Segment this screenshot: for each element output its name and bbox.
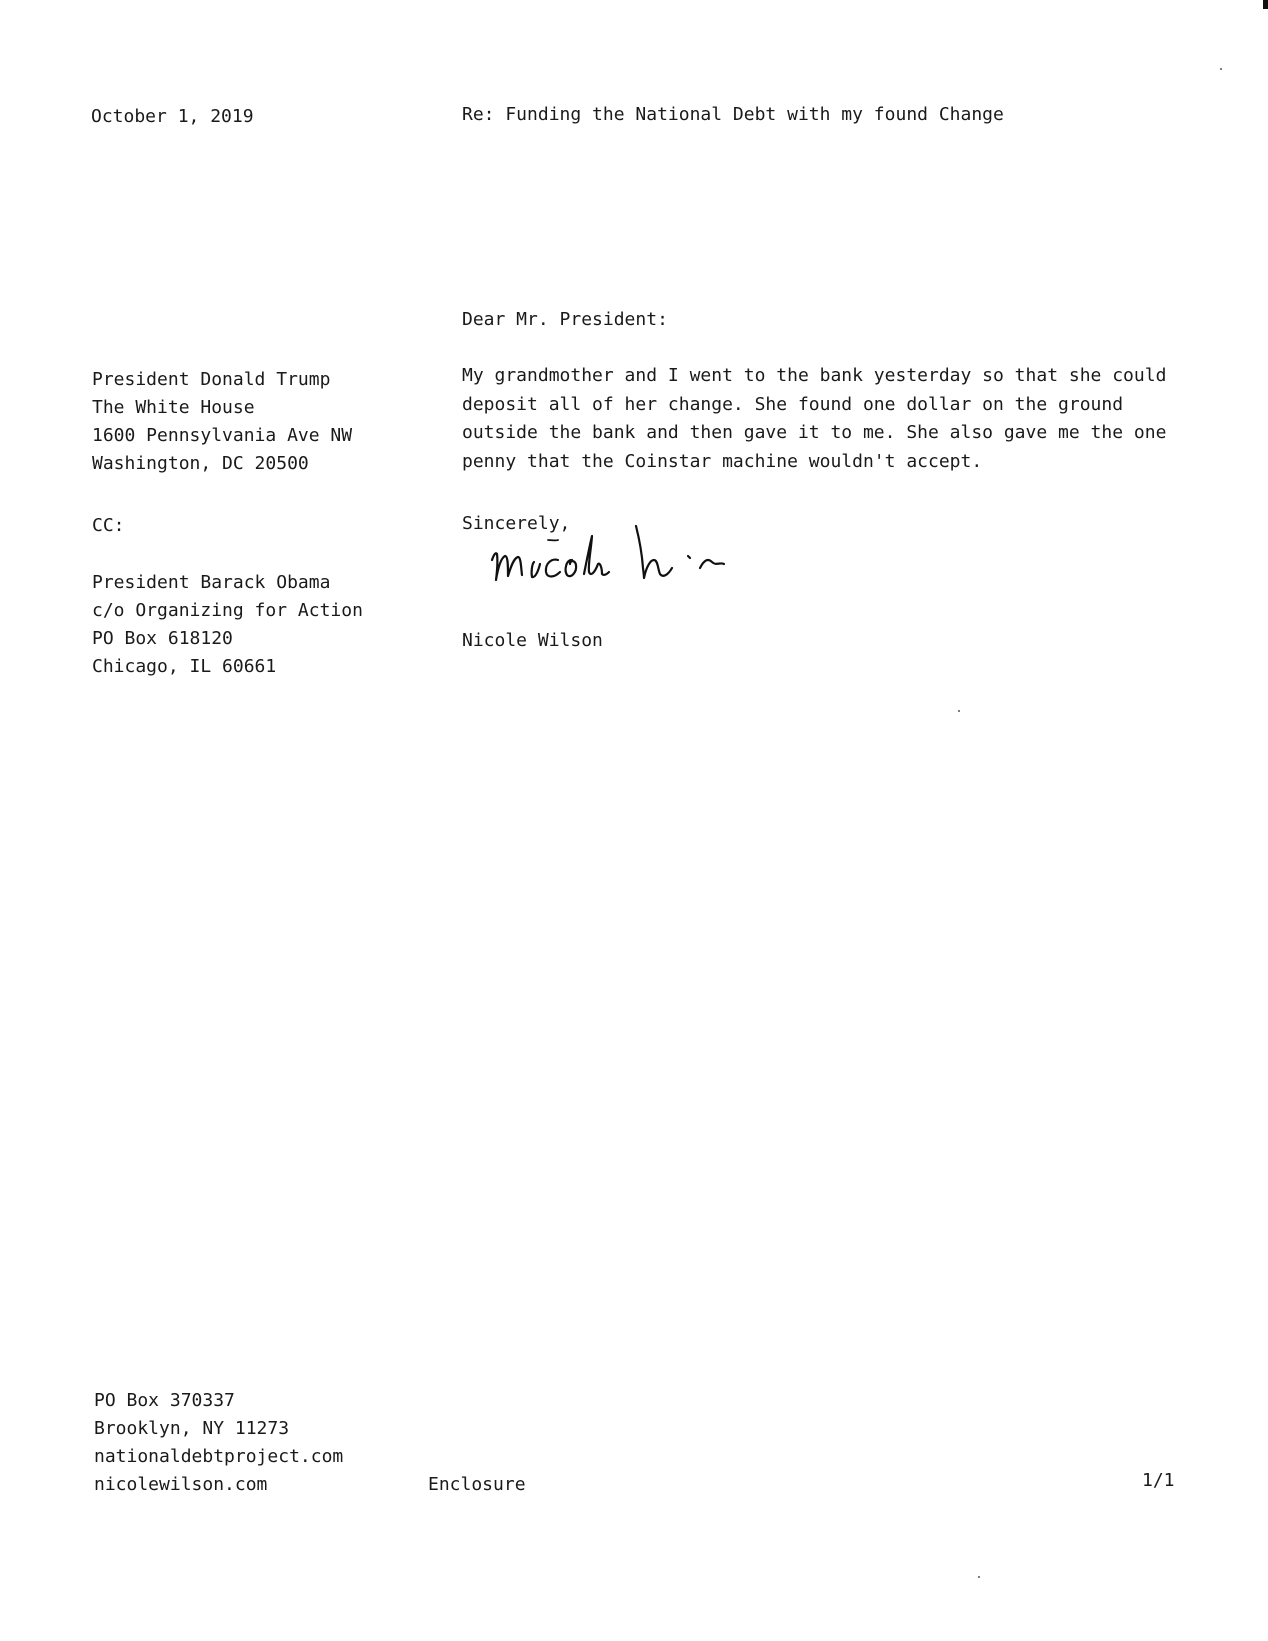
body-line: My grandmother and I went to the bank yesterday so that she could (462, 365, 1167, 386)
letter-salutation (462, 306, 668, 334)
scan-speck (958, 710, 960, 712)
addressee-street: 1600 Pennsylvania Ave NW (92, 425, 353, 446)
letter-date (91, 103, 254, 131)
letter-subject (462, 101, 1004, 129)
closing-text: Sincerely, (462, 513, 571, 534)
addressee-name: President Donald Trump (92, 369, 331, 390)
cc-addressee-name: President Barack Obama (92, 572, 331, 593)
footer-address-block (94, 1387, 343, 1499)
scan-corner-mark (1263, 0, 1268, 9)
cc-addressee-block (92, 569, 363, 681)
scan-speck (978, 1576, 980, 1578)
page-number (1142, 1467, 1175, 1495)
page-number-text: 1/1 (1142, 1470, 1175, 1491)
addressee-city: Washington, DC 20500 (92, 453, 309, 474)
letter-body (462, 362, 1166, 476)
date-text: October 1, 2019 (91, 106, 254, 127)
cc-addressee-organization: c/o Organizing for Action (92, 600, 363, 621)
subject-text: Re: Funding the National Debt with my found Change (462, 104, 1004, 125)
footer-pobox: PO Box 370337 (94, 1390, 235, 1411)
footer-website-project: nationaldebtproject.com (94, 1446, 344, 1467)
body-line: penny that the Coinstar machine wouldn't accept. (462, 450, 983, 472)
enclosure-text: Enclosure (428, 1474, 526, 1495)
handwritten-signature (488, 520, 738, 610)
sender-name-text: Nicole Wilson (462, 630, 603, 651)
cc-addressee-pobox: PO Box 618120 (92, 628, 233, 649)
addressee-block (92, 366, 352, 478)
sender-name (462, 627, 603, 655)
cc-label-text: CC: (92, 515, 125, 536)
enclosure-note (428, 1471, 526, 1499)
body-line: outside the bank and then gave it to me. She also gave me the one (462, 422, 1167, 443)
cc-addressee-city: Chicago, IL 60661 (92, 656, 277, 677)
addressee-organization: The White House (92, 397, 255, 418)
salutation-text: Dear Mr. President: (462, 309, 668, 330)
body-line: deposit all of her change. She found one dollar on the ground (462, 393, 1124, 415)
cc-label (92, 512, 125, 540)
scan-speck (1220, 68, 1222, 70)
footer-website-personal: nicolewilson.com (94, 1474, 268, 1495)
footer-city: Brooklyn, NY 11273 (94, 1418, 290, 1439)
